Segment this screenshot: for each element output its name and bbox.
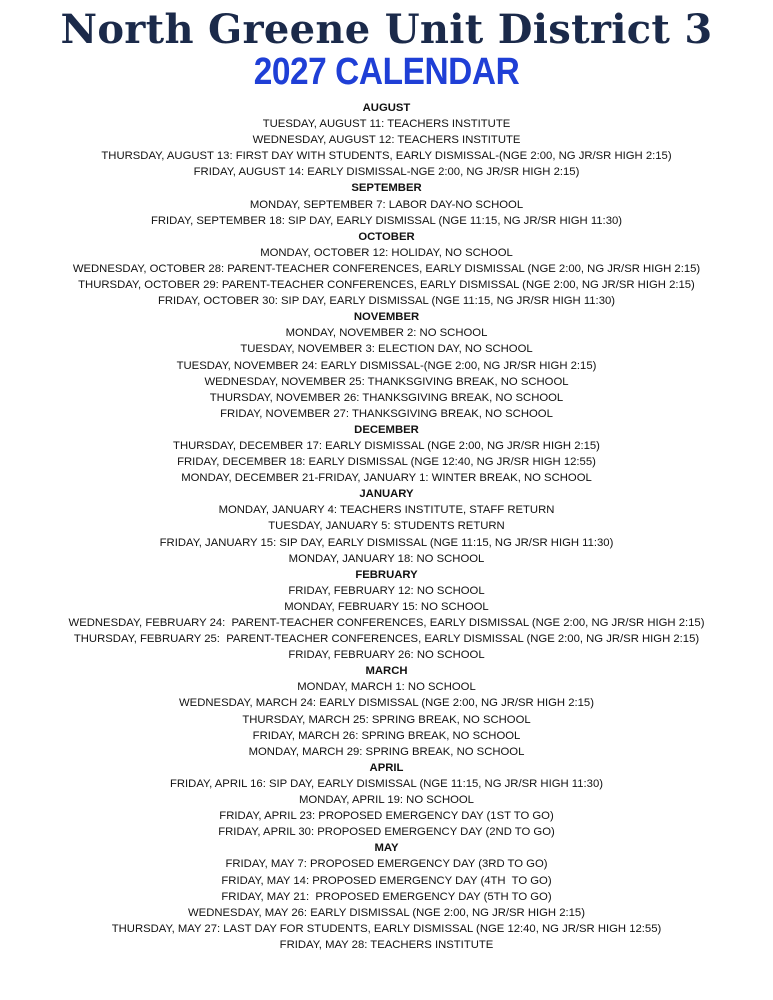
calendar-event: FRIDAY, APRIL 23: PROPOSED EMERGENCY DAY (1ST TO GO) (219, 810, 554, 823)
calendar-event: FRIDAY, OCTOBER 30: SIP DAY, EARLY DISMISSAL (NGE 11:15, NG JR/SR HIGH 11:30) (157, 295, 616, 308)
calendar-event: FRIDAY, MAY 14: PROPOSED EMERGENCY DAY (4TH TO GO) (221, 874, 552, 887)
calendar-event: WEDNESDAY, AUGUST 12: TEACHERS INSTITUTE (252, 134, 521, 147)
calendar-event: THURSDAY, MARCH 25: SPRING BREAK, NO SCHOOL (242, 713, 531, 726)
calendar-event: MONDAY, OCTOBER 12: HOLIDAY, NO SCHOOL (260, 246, 513, 259)
calendar-event: MONDAY, FEBRUARY 15: NO SCHOOL (284, 600, 489, 613)
month-heading: AUGUST (362, 102, 411, 114)
month-heading: FEBRUARY (355, 568, 418, 581)
calendar-event: MONDAY, APRIL 19: NO SCHOOL (299, 794, 474, 807)
calendar-event: WEDNESDAY, FEBRUARY 24: PARENT-TEACHER CONFERENCES, EARLY DISMISSAL (NGE 2:00, NG JR/SR HIGH 2:15) (68, 617, 705, 629)
calendar-event: MONDAY, MARCH 29: SPRING BREAK, NO SCHOOL (248, 745, 525, 758)
month-heading: DECEMBER (354, 423, 419, 436)
calendar-event: MONDAY, JANUARY 4: TEACHERS INSTITUTE, STAFF RETURN (218, 504, 555, 517)
month-heading: OCTOBER (358, 230, 415, 243)
calendar-event: MONDAY, SEPTEMBER 7: LABOR DAY-NO SCHOOL (249, 198, 524, 211)
calendar-event: MONDAY, NOVEMBER 2: NO SCHOOL (285, 327, 488, 340)
calendar-event: FRIDAY, MAY 21: PROPOSED EMERGENCY DAY (5TH TO GO) (221, 890, 552, 903)
calendar-event: FRIDAY, NOVEMBER 27: THANKSGIVING BREAK, NO SCHOOL (220, 407, 553, 420)
calendar-event: TUESDAY, AUGUST 11: TEACHERS INSTITUTE (262, 118, 511, 131)
calendar-event: FRIDAY, SEPTEMBER 18: SIP DAY, EARLY DISMISSAL (NGE 11:15, NG JR/SR HIGH 11:30) (150, 214, 623, 227)
calendar-event: TUESDAY, JANUARY 5: STUDENTS RETURN (268, 520, 505, 533)
calendar-event: FRIDAY, APRIL 30: PROPOSED EMERGENCY DAY (2ND TO GO) (218, 826, 555, 839)
month-heading: MAY (374, 842, 399, 855)
month-heading: NOVEMBER (353, 311, 420, 324)
calendar-event: FRIDAY, MAY 28: TEACHERS INSTITUTE (279, 938, 494, 951)
calendar-event: FRIDAY, APRIL 16: SIP DAY, EARLY DISMISSAL (NGE 11:15, NG JR/SR HIGH 11:30) (169, 777, 603, 790)
calendar-event: TUESDAY, NOVEMBER 24: EARLY DISMISSAL-(NGE 2:00, NG JR/SR HIGH 2:15) (176, 359, 597, 372)
calendar-event: FRIDAY, AUGUST 14: EARLY DISMISSAL-NGE 2:00, NG JR/SR HIGH 2:15) (193, 166, 580, 179)
calendar-event: FRIDAY, MAY 7: PROPOSED EMERGENCY DAY (3RD TO GO) (225, 858, 548, 871)
calendar-event: MONDAY, JANUARY 18: NO SCHOOL (288, 552, 485, 565)
calendar-event: FRIDAY, DECEMBER 18: EARLY DISMISSAL (NGE 12:40, NG JR/SR HIGH 12:55) (177, 456, 596, 469)
calendar-event: THURSDAY, FEBRUARY 25: PARENT-TEACHER CONFERENCES, EARLY DISMISSAL (NGE 2:00, NG JR/SR HIGH 2:15) (73, 633, 700, 646)
calendar-event: TUESDAY, NOVEMBER 3: ELECTION DAY, NO SCHOOL (240, 343, 533, 356)
calendar-event: FRIDAY, MARCH 26: SPRING BREAK, NO SCHOOL (252, 729, 521, 742)
calendar-event: MONDAY, DECEMBER 21-FRIDAY, JANUARY 1: WINTER BREAK, NO SCHOOL (181, 472, 592, 485)
district-title: North Greene Unit District 3 (60, 6, 713, 53)
calendar-event: THURSDAY, AUGUST 13: FIRST DAY WITH STUDENTS, EARLY DISMISSAL-(NGE 2:00, NG JR/SR HIGH 2:15) (101, 150, 672, 163)
calendar-event: THURSDAY, DECEMBER 17: EARLY DISMISSAL (NGE 2:00, NG JR/SR HIGH 2:15) (173, 439, 600, 452)
event-list (0, 100, 773, 953)
calendar-event: WEDNESDAY, OCTOBER 28: PARENT-TEACHER CONFERENCES, EARLY DISMISSAL (NGE 2:00, NG JR/SR HIGH 2:15) (72, 262, 701, 275)
calendar-event: THURSDAY, MAY 27: LAST DAY FOR STUDENTS, EARLY DISMISSAL (NGE 12:40, NG JR/SR HIGH 12:55) (111, 922, 662, 935)
calendar-event: THURSDAY, OCTOBER 29: PARENT-TEACHER CONFERENCES, EARLY DISMISSAL (NGE 2:00, NG JR/SR HIGH 2:15) (78, 279, 695, 292)
calendar-event: FRIDAY, FEBRUARY 12: NO SCHOOL (288, 584, 485, 597)
calendar-event: MONDAY, MARCH 1: NO SCHOOL (297, 681, 476, 694)
calendar-event: WEDNESDAY, MAY 26: EARLY DISMISSAL (NGE 2:00, NG JR/SR HIGH 2:15) (188, 906, 585, 919)
calendar-event: WEDNESDAY, MARCH 24: EARLY DISMISSAL (NGE 2:00, NG JR/SR HIGH 2:15) (179, 697, 594, 710)
month-heading: JANUARY (359, 488, 414, 501)
calendar-event: THURSDAY, NOVEMBER 26: THANKSGIVING BREAK, NO SCHOOL (209, 391, 564, 404)
calendar-event: FRIDAY, JANUARY 15: SIP DAY, EARLY DISMISSAL (NGE 11:15, NG JR/SR HIGH 11:30) (159, 536, 614, 549)
month-heading: MARCH (365, 665, 408, 678)
calendar-event: FRIDAY, FEBRUARY 26: NO SCHOOL (288, 649, 485, 662)
month-heading: APRIL (369, 761, 404, 774)
calendar-event: WEDNESDAY, NOVEMBER 25: THANKSGIVING BREAK, NO SCHOOL (204, 375, 569, 388)
month-heading: SEPTEMBER (351, 182, 422, 195)
calendar-subtitle: 2027 CALENDAR (253, 51, 520, 93)
